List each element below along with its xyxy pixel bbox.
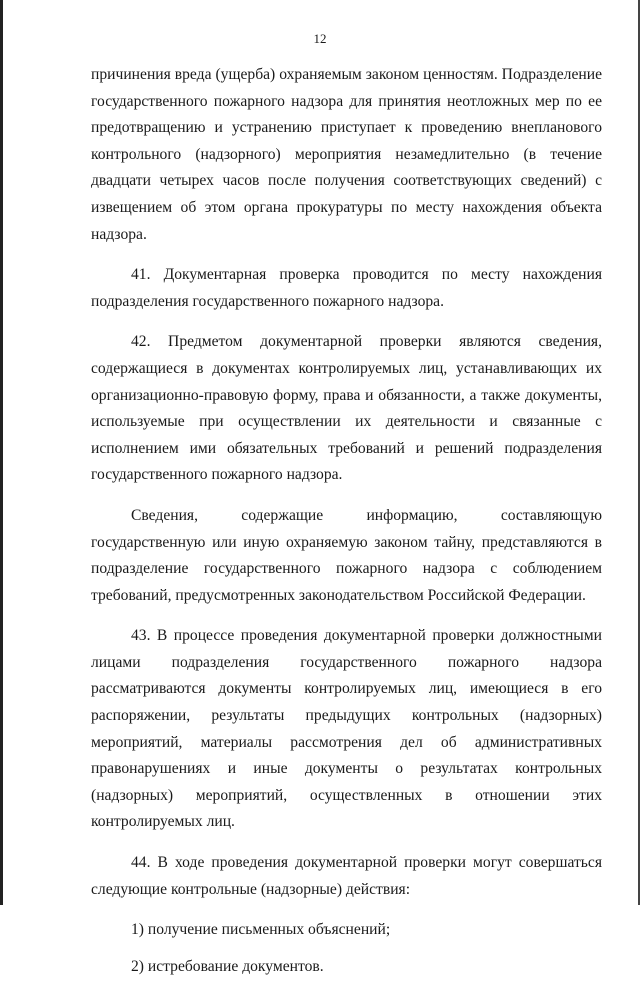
document-body: [91, 62, 602, 990]
paragraph-42: 42. Предметом документарной проверки являются сведения, содержащиеся в документах контролируемых лиц, устанавливающих их организационно-правовую форму, права и обязанности, а также документы, используемые при осуществлении их деятельности и связанные с исполнением ими обязательных требований и решений подразделения государственного пожарного надзора.: [91, 333, 602, 484]
page-number: 12: [313, 31, 327, 46]
paragraph-43: 43. В процессе проведения документарной проверки должностными лицами подразделения государственного пожарного надзора рассматриваются документы контролируемых лиц, имеющиеся в его распоряжении, результаты предыдущих контрольных (надзорных) мероприятий, материалы рассмотрения дел об административных правонарушениях и иные документы о результатах контрольных (надзорных) мероприятий, осуществленных в отношении этих контролируемых лиц.: [91, 627, 602, 831]
paragraph-44: 44. В ходе проведения документарной проверки могут совершаться следующие контрольные (надзорные) действия:: [91, 854, 602, 898]
paragraph-42-secrets: Сведения, содержащие информацию, составляющую государственную или иную охраняемую законом тайну, представляются в подразделение государственного пожарного надзора с соблюдением требований, предусмотренных законодательством Российской Федерации.: [91, 506, 602, 604]
scan-edge-left: [0, 0, 3, 905]
list-item-1: 1) получение письменных объяснений;: [131, 921, 391, 939]
paragraph-41: 41. Документарная проверка проводится по месту нахождения подразделения государственного пожарного надзора.: [91, 266, 602, 310]
paragraph-continuation: причинения вреда (ущерба) охраняемым законом ценностям. Подразделение государственного пожарного надзора для принятия неотложных мер по ее предотвращению и устранению приступает к проведению внепланового контрольного (надзорного) мероприятия незамедлительно (в течение двадцати четырех часов после получения соответствующих сведений) с извещением об этом органа прокуратуры по месту нахождения объекта надзора.: [91, 66, 602, 243]
list-item-2: 2) истребование документов.: [131, 957, 324, 975]
